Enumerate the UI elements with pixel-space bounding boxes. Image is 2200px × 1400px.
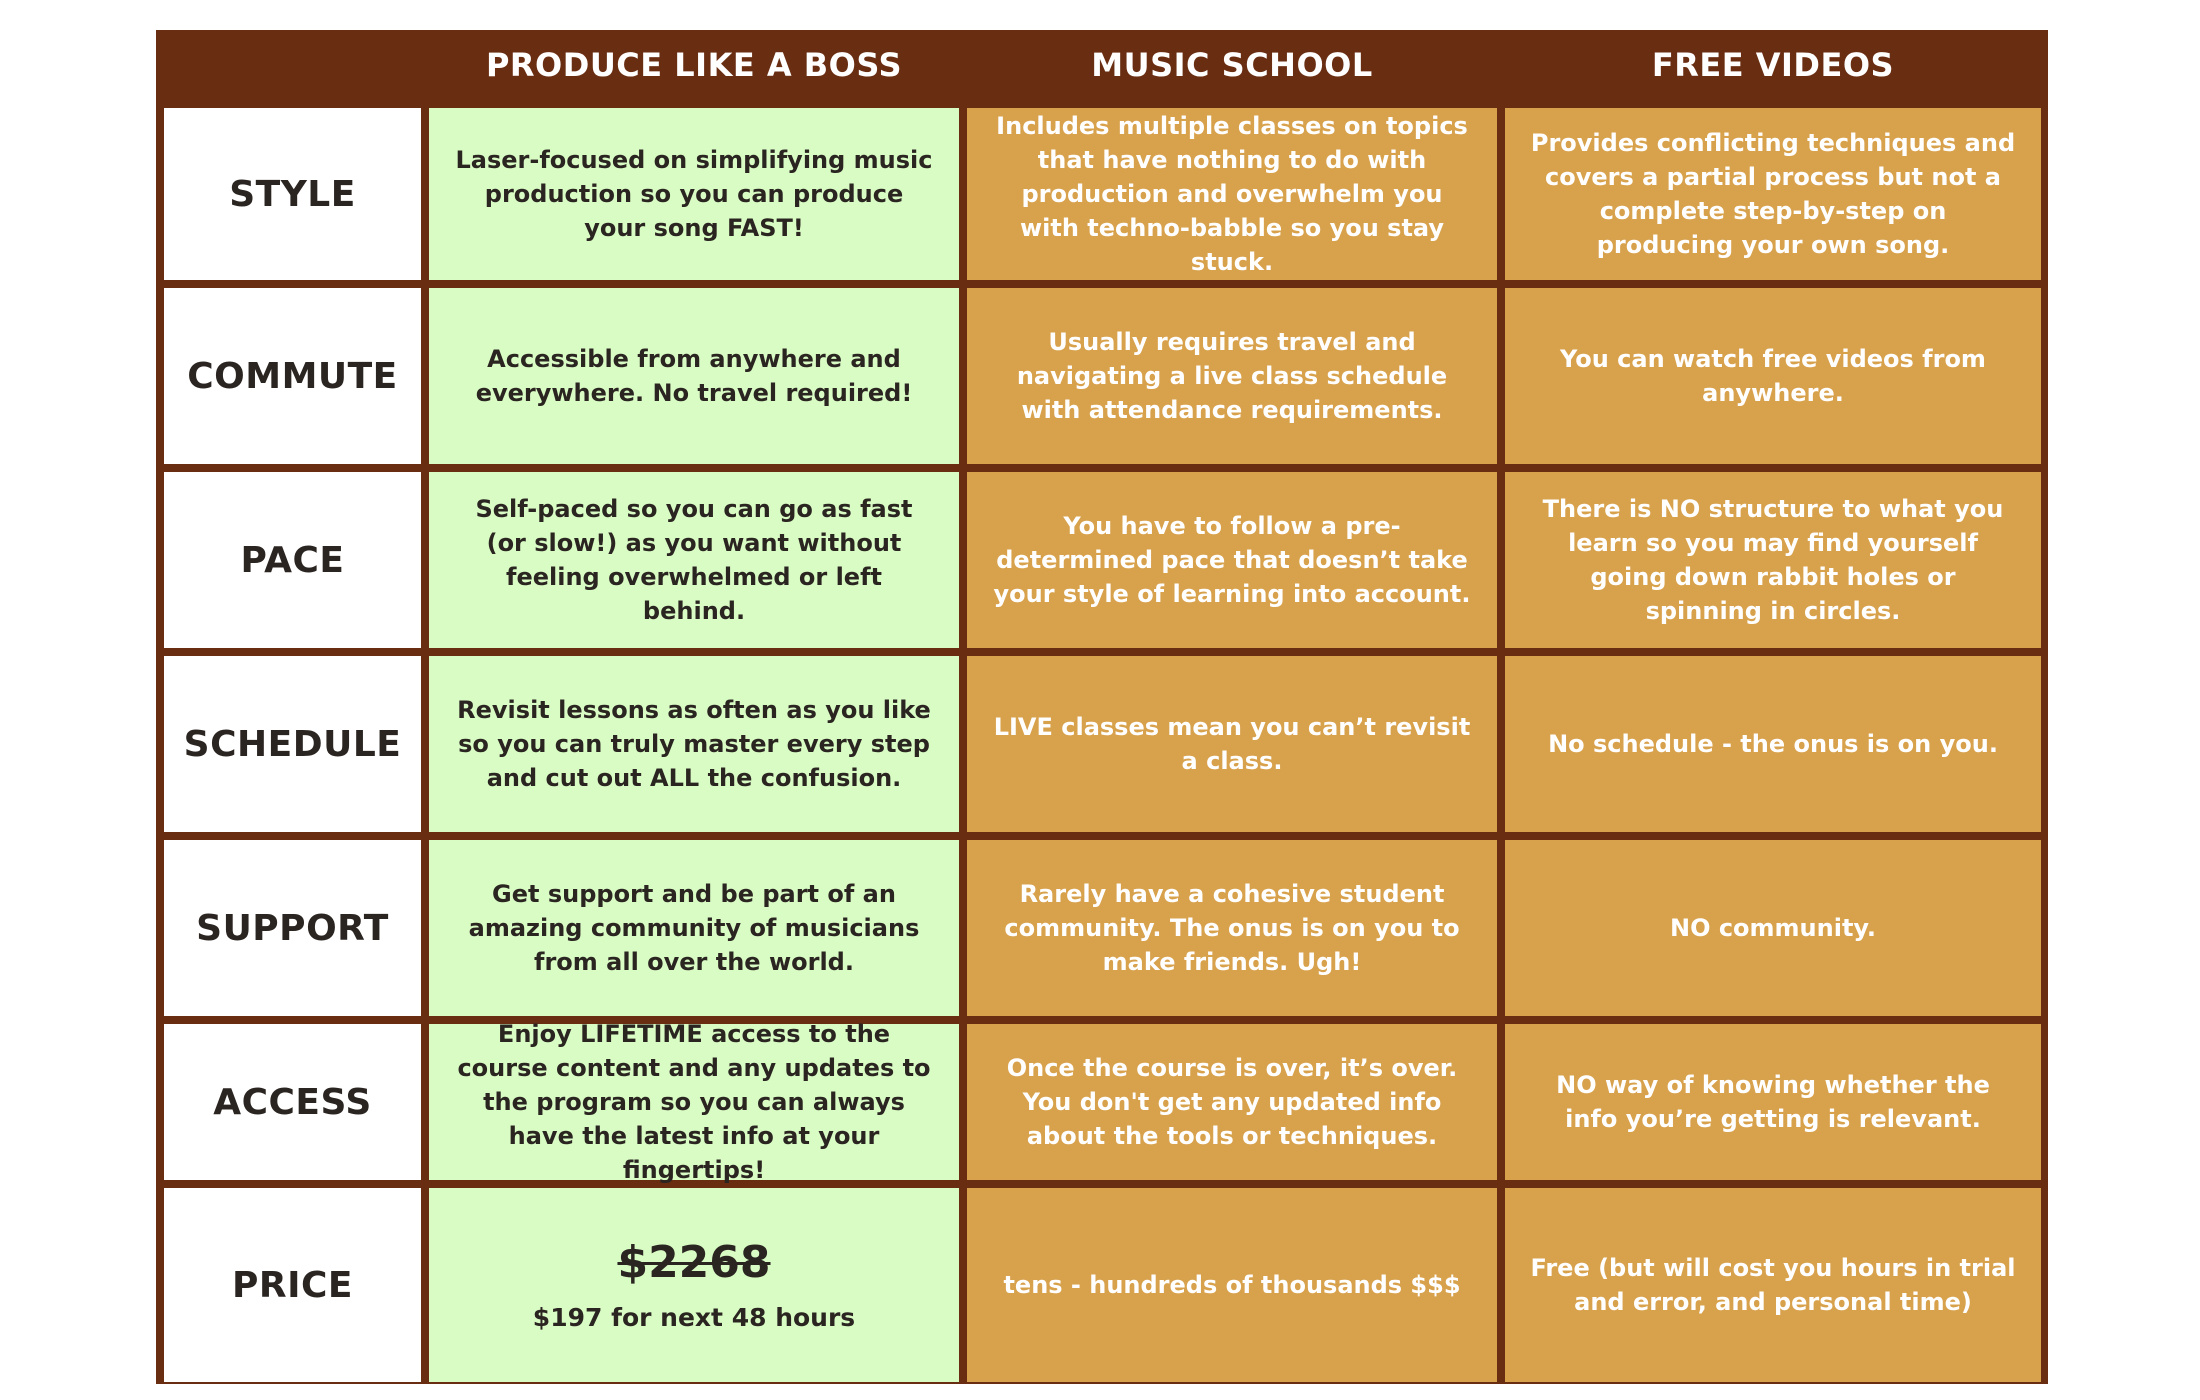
comparison-table: [156, 30, 2048, 1384]
commute-school-cell: Usually requires travel and navigating a live class schedule with attendance requirements.: [967, 288, 1497, 464]
schedule-videos-cell: No schedule - the onus is on you.: [1505, 656, 2041, 832]
price-school-cell: tens - hundreds of thousands $$$: [967, 1188, 1497, 1382]
price-videos-cell: Free (but will cost you hours in trial and error, and personal time): [1505, 1188, 2041, 1382]
header-empty: [164, 30, 421, 100]
schedule-plab-cell: Revisit lessons as often as you like so you can truly master every step and cut out ALL the confusion.: [429, 656, 959, 832]
schedule-school-cell: LIVE classes mean you can’t revisit a class.: [967, 656, 1497, 832]
support-plab-cell: Get support and be part of an amazing community of musicians from all over the world.: [429, 840, 959, 1016]
pace-plab-cell: Self-paced so you can go as fast (or slow!) as you want without feeling overwhelmed or left behind.: [429, 472, 959, 648]
row-label-price: PRICE: [164, 1188, 421, 1382]
header-produce-like-a-boss: PRODUCE LIKE A BOSS: [485, 46, 903, 84]
row-label-style: STYLE: [164, 108, 421, 280]
old-price: $2268: [617, 1237, 771, 1288]
row-label-support: SUPPORT: [164, 840, 421, 1016]
pace-school-cell: You have to follow a pre-determined pace that doesn’t take your style of learning into account.: [967, 472, 1497, 648]
row-label-commute: COMMUTE: [164, 288, 421, 464]
pace-videos-cell: There is NO structure to what you learn so you may find yourself going down rabbit holes or spinning in circles.: [1505, 472, 2041, 648]
style-plab-cell: Laser-focused on simplifying music production so you can produce your song FAST!: [429, 108, 959, 280]
header-music-school: MUSIC SCHOOL: [1091, 46, 1373, 84]
support-school-cell: Rarely have a cohesive student community. The onus is on you to make friends. Ugh!: [967, 840, 1497, 1016]
commute-videos-cell: You can watch free videos from anywhere.: [1505, 288, 2041, 464]
access-school-cell: Once the course is over, it’s over. You don't get any updated info about the tools or techniques.: [967, 1024, 1497, 1180]
access-videos-cell: NO way of knowing whether the info you’re getting is relevant.: [1505, 1024, 2041, 1180]
new-price: $197 for next 48 hours: [532, 1303, 856, 1332]
support-videos-cell: NO community.: [1505, 840, 2041, 1016]
access-plab-cell: Enjoy LIFETIME access to the course content and any updates to the program so you can always have the latest info at your fingertips!: [429, 1024, 959, 1180]
header-free-videos: FREE VIDEOS: [1651, 46, 1895, 84]
row-label-access: ACCESS: [164, 1024, 421, 1180]
row-label-schedule: SCHEDULE: [164, 656, 421, 832]
style-videos-cell: Provides conflicting techniques and covers a partial process but not a complete step-by-step on producing your own song.: [1505, 108, 2041, 280]
style-school-cell: Includes multiple classes on topics that have nothing to do with production and overwhelm you with techno-babble so you stay stuck.: [967, 108, 1497, 280]
price-plab-cell: [429, 1188, 959, 1382]
row-label-pace: PACE: [164, 472, 421, 648]
commute-plab-cell: Accessible from anywhere and everywhere. No travel required!: [429, 288, 959, 464]
